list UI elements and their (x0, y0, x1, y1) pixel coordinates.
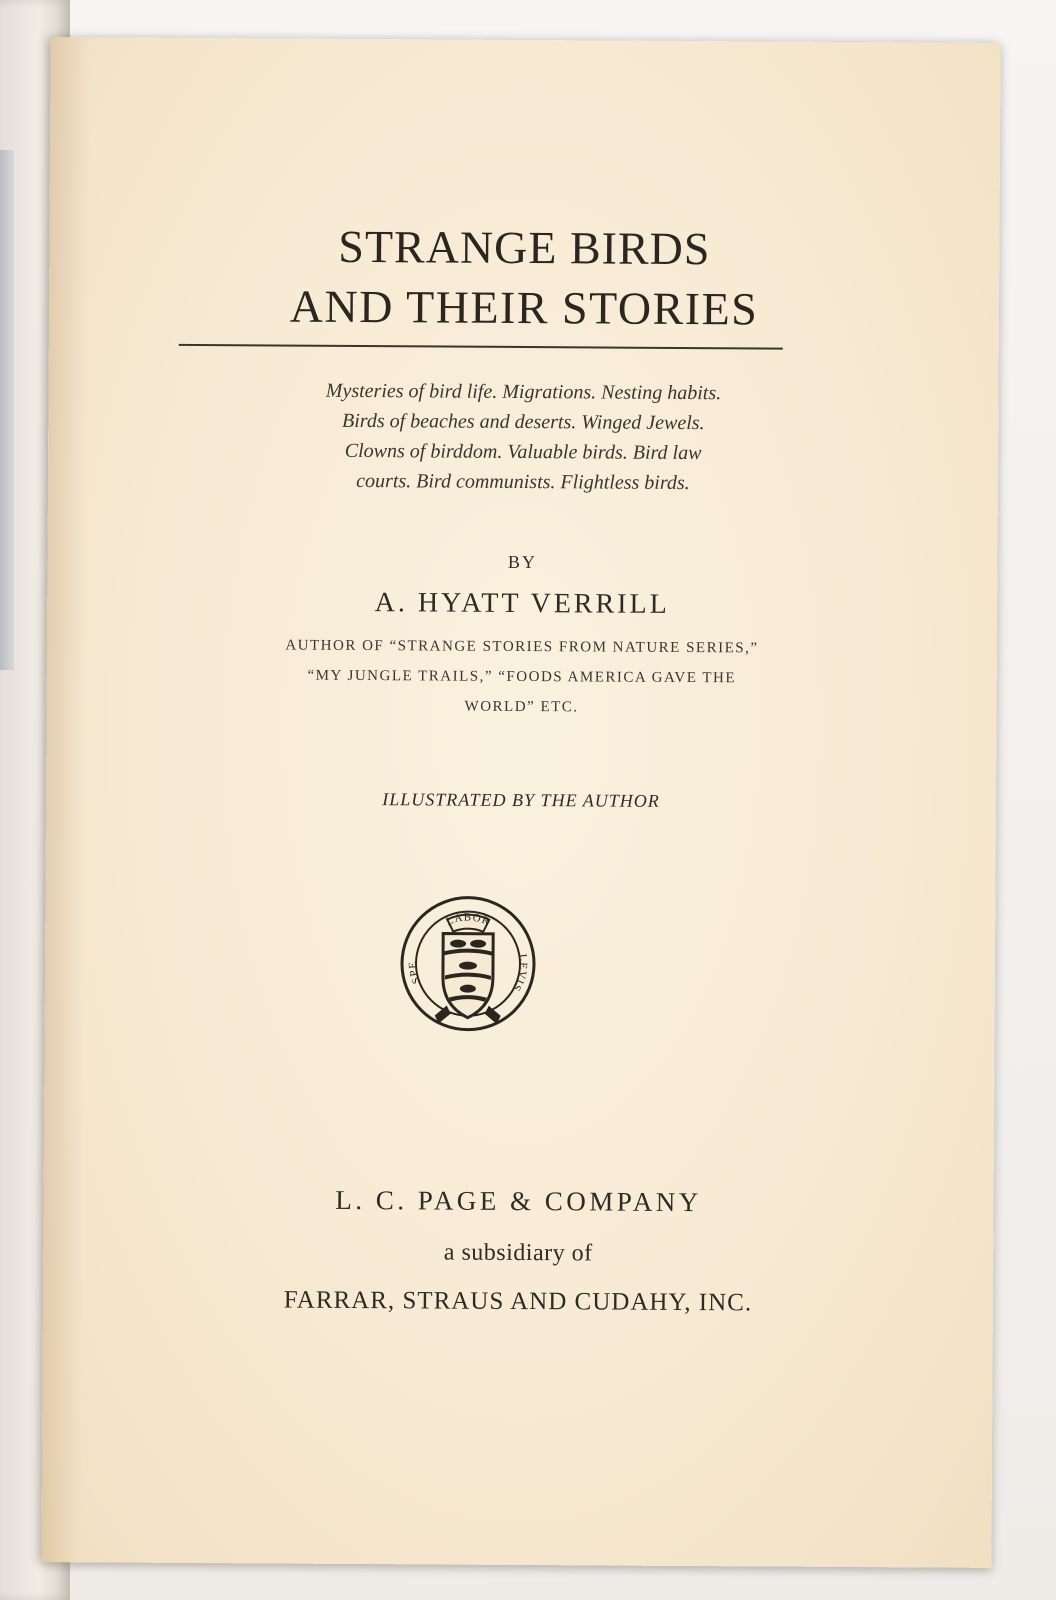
author-note (47, 629, 998, 725)
parent-company: FARRAR, STRAUS AND CUDAHY, INC. (283, 1286, 753, 1317)
svg-text:SPE (407, 961, 423, 986)
title-line-2: AND THEIR STORIES (289, 280, 759, 335)
author-name: A. HYATT VERRILL (374, 587, 670, 620)
subtitle-line: courts. Bird communists. Flightless birds. (356, 469, 690, 495)
subtitle-line: Clowns of birddom. Valuable birds. Bird law (344, 439, 702, 465)
by-label: BY (507, 551, 538, 573)
seal-motto-levis: LEVIS (509, 953, 530, 994)
subsidiary-note: a subsidiary of (443, 1239, 593, 1267)
svg-text:LEVIS (509, 953, 529, 994)
publisher-name: L. C. PAGE & COMPANY (335, 1184, 702, 1218)
title-line-1: STRANGE BIRDS (338, 220, 711, 275)
seal-motto-spe: SPE (406, 960, 423, 986)
subtitle-line: Mysteries of bird life. Migrations. Nesting habits. (325, 379, 722, 405)
subtitle-line: Birds of beaches and deserts. Winged Jewels. (341, 409, 705, 435)
author-note-line: “MY JUNGLE TRAILS,” “FOODS AMERICA GAVE THE (307, 667, 737, 687)
seal-motto-labor: LABOR (444, 911, 493, 929)
book-title (49, 215, 1000, 341)
title-page (41, 37, 1000, 1568)
subtitle-block (48, 374, 999, 500)
book-endpaper-edge (0, 150, 14, 670)
author-note-line: WORLD” ETC. (464, 698, 579, 716)
publisher-seal-icon (395, 889, 542, 1036)
title-rule (179, 344, 783, 350)
illustrated-note: ILLUSTRATED BY THE AUTHOR (382, 789, 660, 811)
author-note-line: AUTHOR OF “STRANGE STORIES FROM NATURE SERIES,” (285, 637, 759, 657)
